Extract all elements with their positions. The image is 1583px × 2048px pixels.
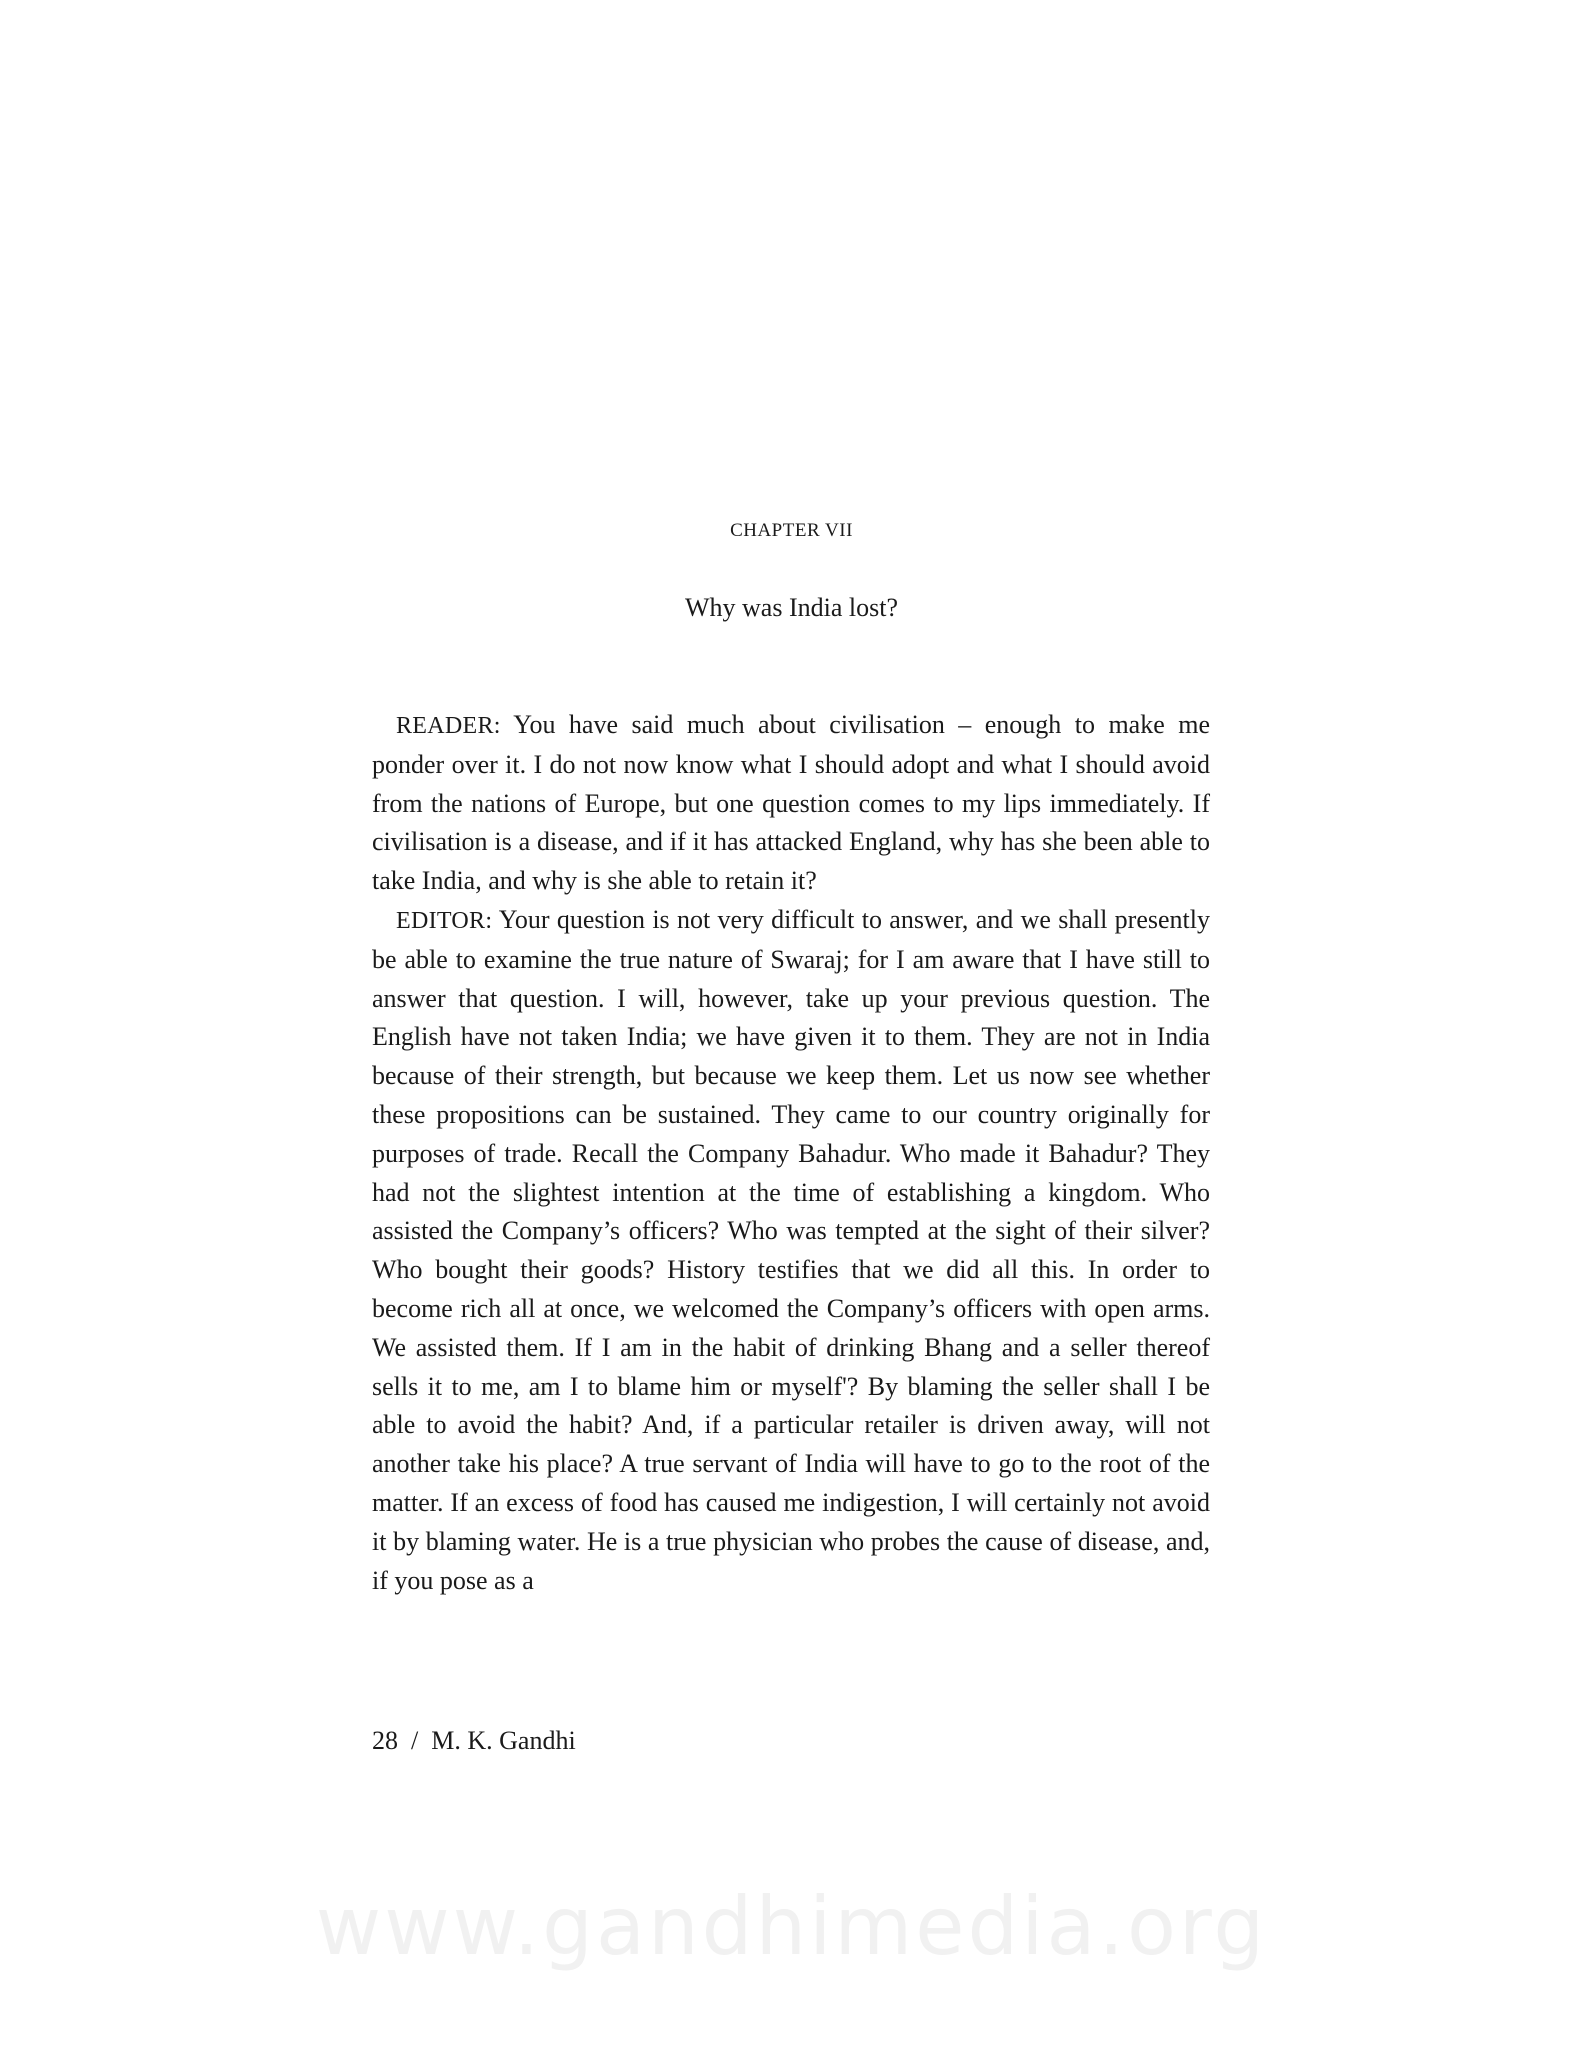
page-footer <box>372 1726 576 1756</box>
body-text <box>372 706 1210 1600</box>
page-number: 28 <box>372 1726 398 1755</box>
paragraph-text: You have said much about civilisation – enough to make me ponder over it. I do not now know what I should adopt and what I should avoid from the nations of Europe, but one question comes to my lips immediately. If civilisation is a disease, and if it has attacked England, why has she been able to take India, and why is she able to retain it? <box>372 710 1210 896</box>
chapter-label: CHAPTER VII <box>730 520 853 541</box>
speaker-label: EDITOR: <box>396 907 493 934</box>
paragraph-editor <box>372 901 1210 1600</box>
paragraph-reader <box>372 706 1210 901</box>
speaker-label: READER: <box>396 713 501 739</box>
author-name: M. K. Gandhi <box>431 1726 576 1755</box>
watermark: www.gandhimedia.org <box>315 1880 1268 1973</box>
paragraph-text: Your question is not very difficult to answer, and we shall presently be able to examine the true nature of Swaraj; for I am aware that I have still to answer that question. I will, however, take up your previous question. The English have not taken India; we have given it to them. They are not in India because of their strength, but because we keep them. Let us now see whether these propositions can be sustained. They came to our country originally for purposes of trade. Recall the Company Bahadur. Who made it Bahadur? They had not the slightest intention at the time of establishing a kingdom. Who assisted the Company’s officers? Who was tempted at the sight of their silver? Who bought their goods? History testifies that we did all this. In order to become rich all at once, we welcomed the Company’s officers with open arms. We assisted them. If I am in the habit of drinking Bhang and a seller thereof sells it to me, am I to blame him or myself'? By blaming the seller shall I be able to avoid the habit? And, if a particular retailer is driven away, will not another take his place? A true servant of India will have to go to the root of the matter. If an excess of food has caused me indigestion, I will certainly not avoid it by blaming water. He is a true physician who probes the cause of disease, and, if you pose as a <box>372 904 1210 1595</box>
footer-separator: / <box>411 1726 419 1755</box>
chapter-title: Why was India lost? <box>684 593 898 622</box>
